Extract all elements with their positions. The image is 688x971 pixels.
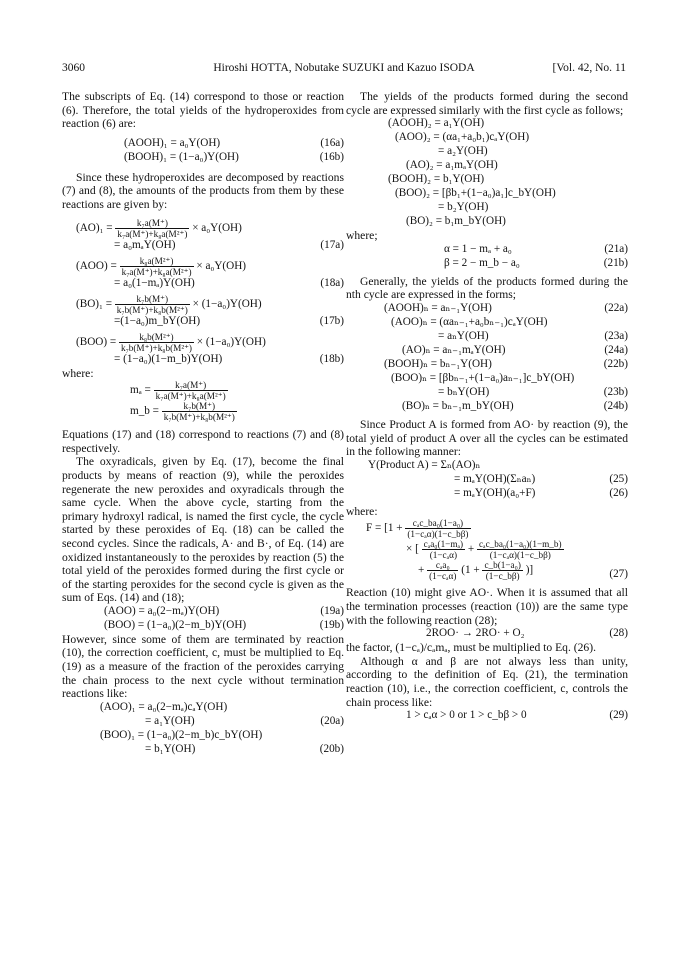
equation-22b: (BOOH)ₙ = bₙ₋₁Y(OH) (22b): [384, 357, 628, 370]
paragraph: The subscripts of Eq. (14) correspond to those or reaction (6). Therefore, the total yields of the hydroperoxides from reaction (6) are:: [62, 90, 344, 131]
equation-27-line2: × [ $\frac{\text{cₐa₀(1−mₐ)}}{\text{(1−cₐα)}}$ + $\frac{\text{cₐc\_ba₀(1−a₀)(1−m\_b)}}{\text{(1−cₐα)(1−c\_bβ)}}$: [406, 539, 562, 561]
where-label: where;: [346, 229, 378, 243]
paragraph: Generally, the yields of the products formed during the nth cycle are expressed in the forms;: [346, 274, 628, 302]
equation-16b: (BOOH)₁ = (1−a₀)Y(OH) (16b): [124, 150, 344, 163]
equation-23a: (AOO)ₙ = (αaₙ₋₁+a₀bₙ₋₁)cₐY(OH): [391, 315, 548, 328]
equation-17a-line2: = a₀mₐY(OH) (17a): [114, 238, 344, 251]
equation-21b: β = 2 − m_b − a₀ (21b): [444, 256, 628, 269]
equation-23a-line2: = aₙY(OH) (23a): [438, 329, 628, 342]
paragraph: The yields of the products formed during the second cycle are expressed similarly with the first cycle as follows;: [346, 90, 628, 117]
equation-27: F = [1 + $\frac{\text{cₐc\_ba₀(1−a₀)}}{\text{(1−cₐα)(1−c\_bβ)}}$: [366, 518, 469, 540]
volume-info: [Vol. 42, No. 11: [552, 62, 626, 74]
equation-24a: (AO)ₙ = aₙ₋₁mₐY(OH) (24a): [402, 343, 628, 356]
equation-17b-line2: =(1−a₀)m_bY(OH) (17b): [114, 314, 344, 327]
paragraph: the factor, (1−cₐ)/cₐmₐ, must be multiplied to Eq. (26).: [346, 641, 596, 655]
equation-23b: (BOO)ₙ = [βbₙ₋₁+(1−a₀)aₙ₋₁]c_bY(OH): [391, 371, 575, 384]
equation-29: 1 > cₐα > 0 or 1 > c_bβ > 0 (29): [406, 709, 628, 722]
paragraph: However, since some of them are terminated by reaction (10), the correction coefficient, c, must be multiplied to Eq. (19) as a measure of the fraction of the peroxides carrying the chain process to the next cycle without termination reactions like:: [62, 632, 344, 701]
equation-24b: (BO)ₙ = bₙ₋₁m_bY(OH) (24b): [402, 399, 628, 412]
equation-26: = mₐY(OH)(a₀+F) (26): [454, 486, 628, 499]
equation-25-line2: = mₐY(OH)(Σₙaₙ) (25): [454, 472, 628, 485]
equation-28: 2ROO· → 2RO· + O₂ (28): [426, 627, 628, 640]
equation: (BO)₂ = b₁m_bY(OH): [406, 215, 506, 228]
left-column: [62, 90, 344, 757]
equation-27-line3: + $\frac{\text{cₐa₀}}{\text{(1−cₐα)}}$ (1 + $\frac{\text{c\_b(1−a₀)}}{(1-c\_b\beta)}$ )] (27): [418, 560, 628, 582]
equation-20b-line2: = b₁Y(OH) (20b): [145, 742, 344, 755]
equation-23b-line2: = bₙY(OH) (23b): [438, 385, 628, 398]
equation-20a-line2: = a₁Y(OH) (20a): [145, 714, 344, 727]
equation-17a: (AO)₁ = $\frac{\text{k₇a(M⁺)}}{\text{k₇a(M⁺)+k₈a(M²⁺)}}$ × a₀Y(OH): [76, 217, 242, 239]
page-number: 3060: [62, 62, 85, 74]
where-label: where:: [62, 366, 94, 380]
equation: (AOO)₂ = (αa₁+a₀b₁)cₐY(OH): [395, 131, 530, 144]
equation-18b-line2: = (1−a₀)(1−m_b)Y(OH) (18b): [114, 352, 344, 365]
equation: (BOOH)₂ = b₁Y(OH): [388, 173, 485, 186]
equation-20b: (BOO)₁ = (1−a₀)(2−m_b)c_bY(OH): [100, 728, 263, 741]
equation-19b: (BOO) = (1−a₀)(2−m_b)Y(OH) (19b): [104, 618, 344, 631]
paragraph: Since these hydroperoxides are decomposed by reactions (7) and (8), the amounts of the products from them by these reactions are given by:: [62, 170, 344, 211]
where-label: where:: [346, 504, 378, 518]
paragraph: The oxyradicals, given by Eq. (17), become the final products by means of reaction (9), while the peroxides regenerate the new peroxides and oxyradicals through the same cycle. When the above cycle, starting from the primary hydroxyl radical, is named the first cycle, the cycle started by these peroxides of Eq. (18) can be called the second cycles. Since the radicals, A· and B·, of Eq. (14) are oxidized instantaneously to the peroxides by reaction (5) the total yield of the peroxides formed during the first cycle or of the starting peroxides for the second cycle is given as the sum of Eqs. (14) and (18);: [62, 455, 344, 605]
equation-25: Y(Product A) = Σₙ(AO)ₙ: [368, 458, 481, 471]
equation: (AO)₂ = a₁mₐY(OH): [406, 159, 498, 172]
equation-17b: (BO)₁ = $\frac{\text{k₇b(M⁺)}}{\text{k₇b(M⁺)+k₈b(M²⁺)}}$ × (1−a₀)Y(OH): [76, 293, 262, 315]
equation: = a₂Y(OH): [438, 145, 488, 158]
equation-21a: α = 1 − mₐ + a₀ (21a): [444, 242, 628, 255]
definition-ma: mₐ = $\frac{\text{k₇a(M⁺)}}{\text{k₇a(M⁺)+k₈a(M²⁺)}}$: [130, 380, 226, 402]
equation: (BOO)₂ = [βb₁+(1−a₀)a₁]c_bY(OH): [395, 187, 556, 200]
definition-mb: m_b = $\frac{\text{k₇b(M⁺)}}{\text{k₇b(M⁺)+k₈b(M²⁺)}}$: [130, 401, 235, 423]
equation-16a: (AOOH)₁ = a₀Y(OH) (16a): [124, 136, 344, 149]
equation-18a: (AOO) = $\frac{\text{k₈a(M²⁺)}}{\text{k₇a(M⁺)+k₈a(M²⁺)}}$ × a₀Y(OH): [76, 255, 247, 277]
equation-22a: (AOOH)ₙ = aₙ₋₁Y(OH) (22a): [384, 301, 628, 314]
paragraph: Equations (17) and (18) correspond to reactions (7) and (8) respectively.: [62, 428, 344, 455]
equation-18b: (BOO) = $\frac{\text{k₈b(M²⁺)}}{\text{k₇b(M⁺)+k₈b(M²⁺)}}$ × (1−a₀)Y(OH): [76, 331, 266, 353]
paragraph: Reaction (10) might give AO·. When it is assumed that all the termination processes (reaction (10)) are the same type with the following reaction (28);: [346, 586, 628, 627]
right-column: [346, 90, 628, 723]
equation-20a: (AOO)₁ = a₀(2−mₐ)cₐY(OH): [100, 700, 228, 713]
paragraph: Since Product A is formed from AO· by reaction (9), the total yield of product A over all the cycles can be estimated in the following manner:: [346, 417, 628, 459]
paragraph: Although α and β are not always less than unity, according to the definition of Eq. (21), the termination reaction (10), i.e., the correction coefficient, c, controls the chain process like:: [346, 654, 628, 709]
equation-19a: (AOO) = a₀(2−mₐ)Y(OH) (19a): [104, 604, 344, 617]
equation: = b₂Y(OH): [438, 201, 489, 214]
authors: Hiroshi HOTTA, Nobutake SUZUKI and Kazuo ISODA: [213, 62, 475, 74]
equation: (AOOH)₂ = a₁Y(OH): [388, 117, 485, 130]
equation-18a-line2: = a₀(1−mₐ)Y(OH) (18a): [114, 276, 344, 289]
